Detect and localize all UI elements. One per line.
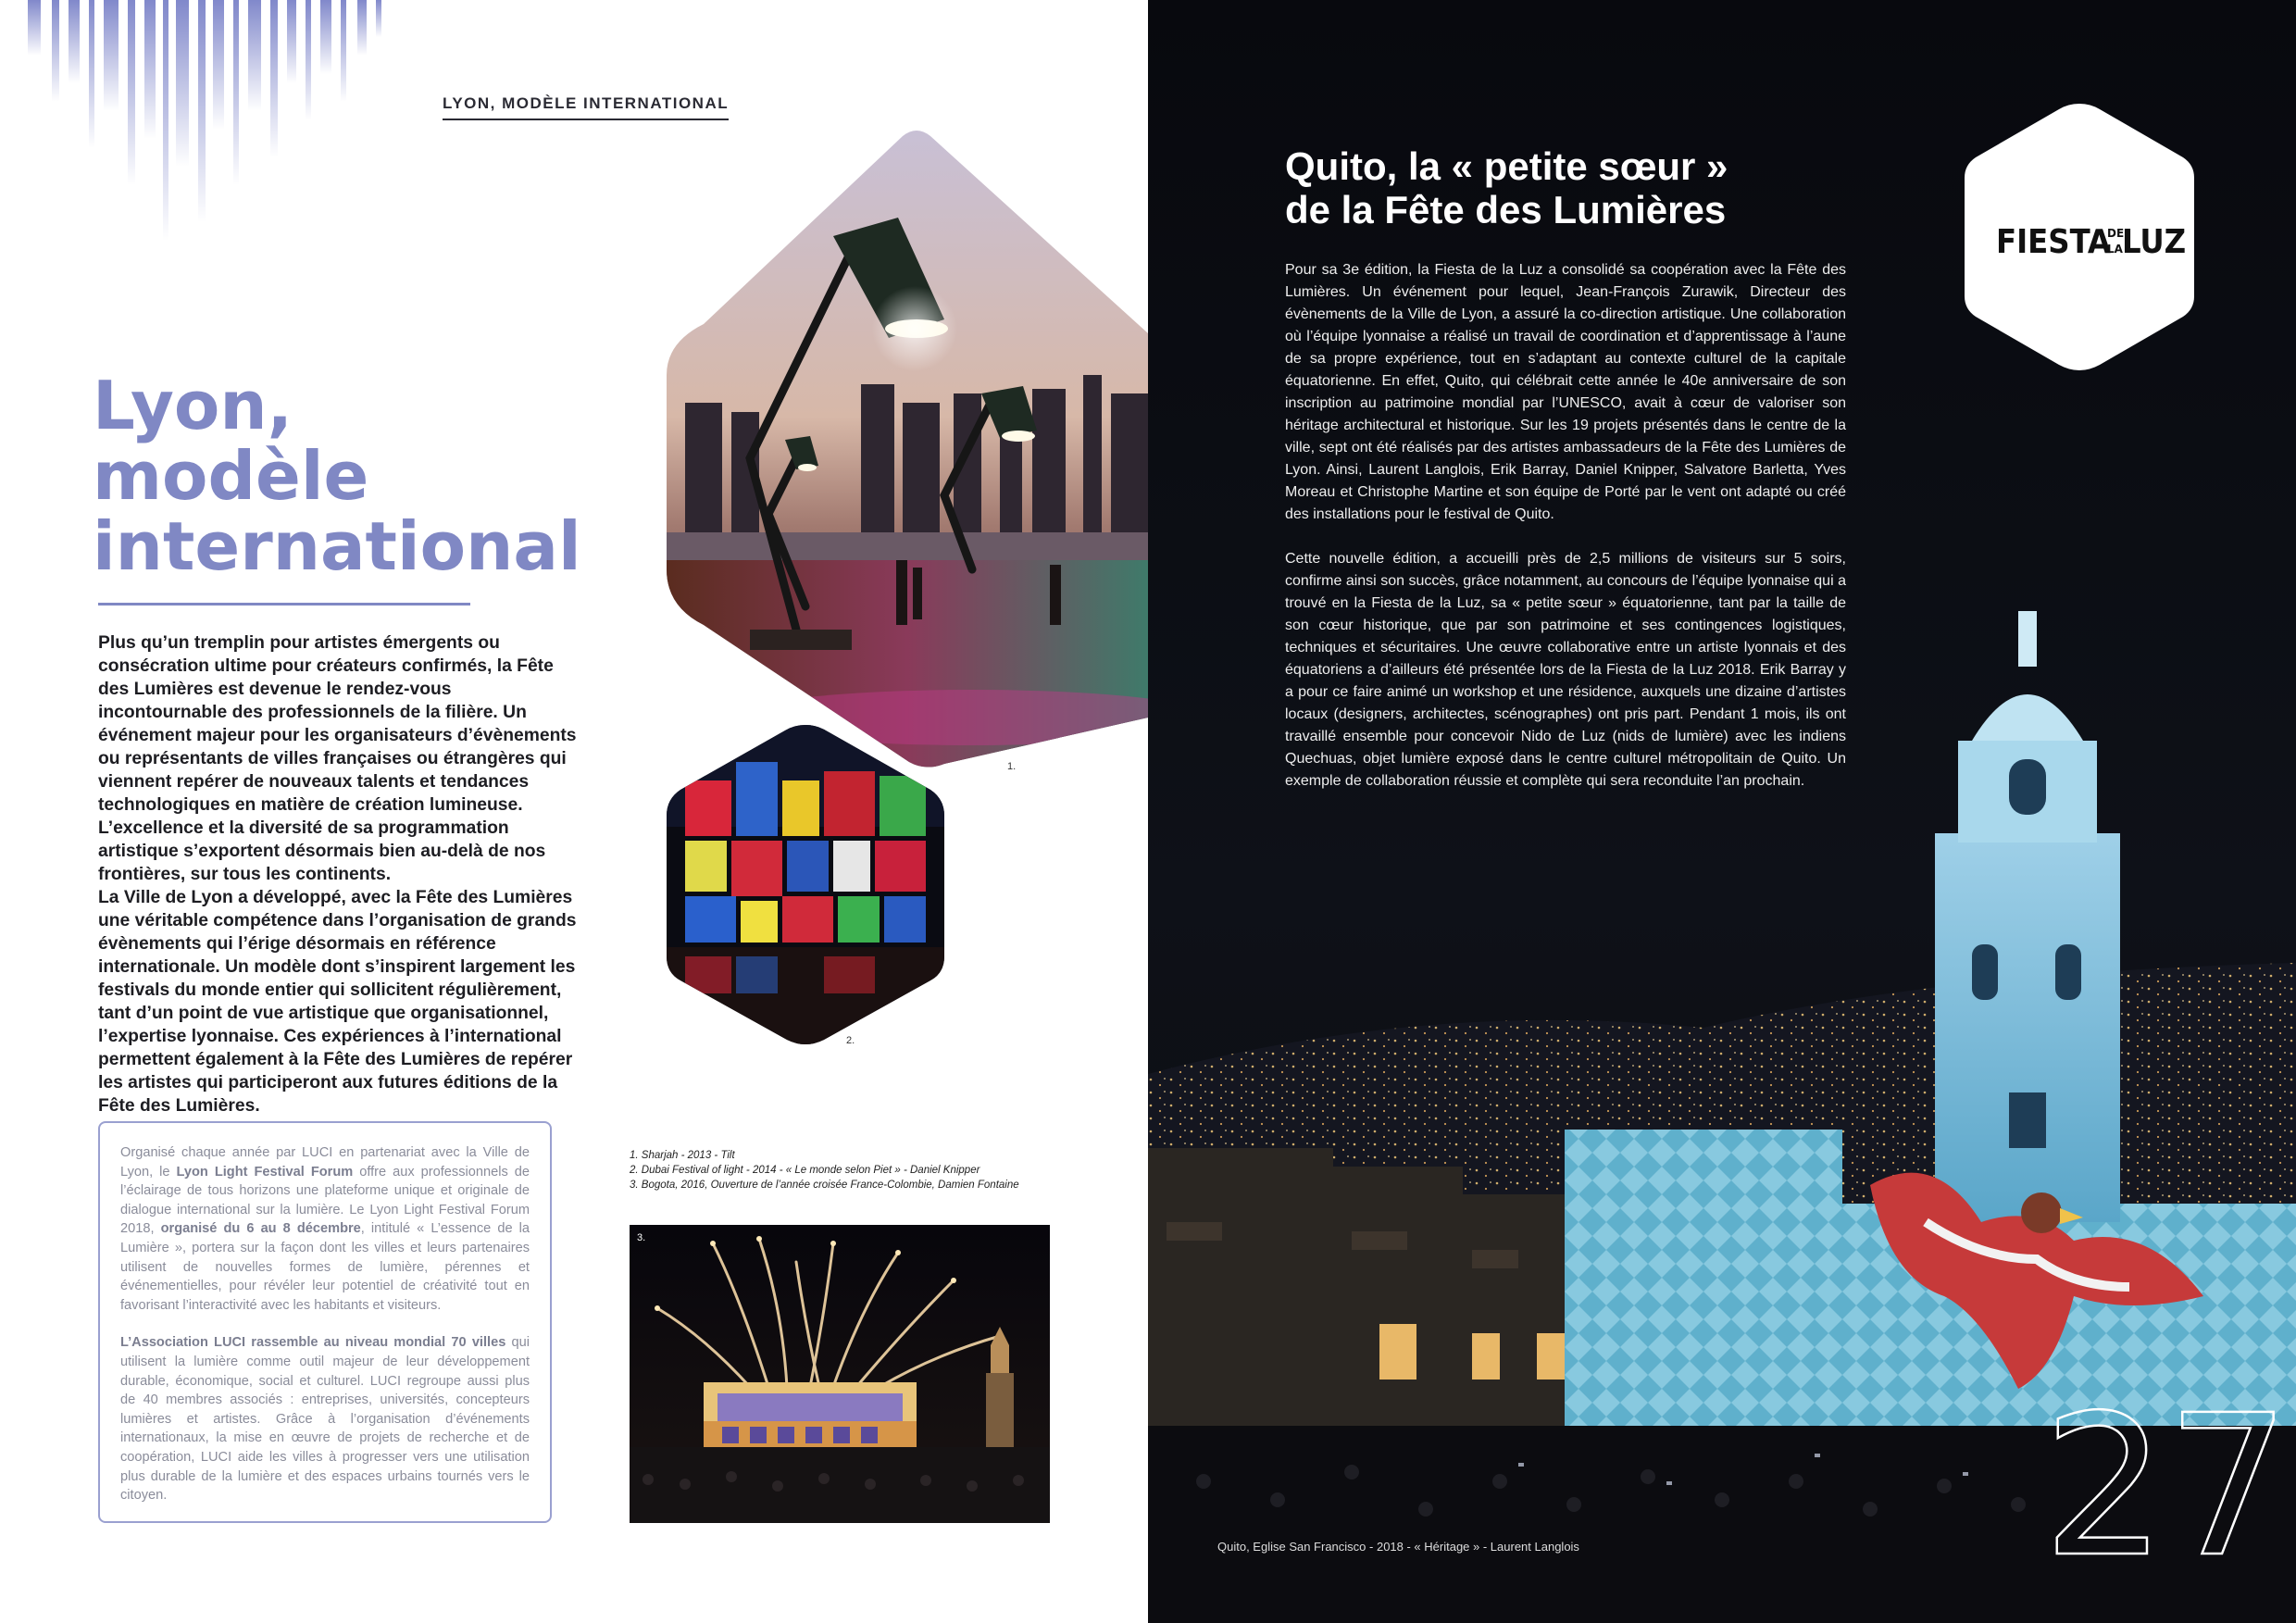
page-number xyxy=(2042,1368,2290,1600)
quito-title xyxy=(1285,144,1803,231)
title-underline xyxy=(98,603,470,606)
caption-1: 1. Sharjah - 2013 - Tilt xyxy=(630,1150,735,1161)
luci-paragraph-association: L’Association LUCI rassemble au niveau mondial 70 villes qui utilisent la lumière comme outil majeur de leur développement durable, économique, social et culturel. LUCI regroupe aussi plus de 40 membres associés : entreprises, universités, concepteurs lumières et artistes. Grâce à l’organisation d’événements internationaux, la mise en œuvre de projets de recherche et de coopération, LUCI aide les villes à progresser vers une utilisation plus durable de la lumière et des espaces urbains tournés vers le citoyen. xyxy=(120,1335,530,1504)
photo-captions xyxy=(630,1148,1055,1192)
photo-label-3: 3. xyxy=(637,1232,646,1243)
logo-text-luz: LUZ xyxy=(2122,223,2187,261)
quito-paragraph: Cette nouvelle édition, a accueilli près de 2,5 millions de visiteurs sur 5 soirs, confirme ainsi son succès, grâce notamment, au concours de l’équipe lyonnaise qui a trouvé en la Fiesta de la Luz, sa « petite sœur » équatorienne, tant par la taille de son cœur historique, que par son patrimoine et ses contingences logistiques, techniques et sécuritaires. Une œuvre collaborative entre un artiste lyonnais et des équatoriens a d’ailleurs été présentée lors de la Fiesta de la Luz 2018. Erik Barray y a pour ce faire animé un workshop et une résidence, auxquels une dizaine d’artistes locaux (designers, architectes, scénographes) ont pris part. Pendant 1 mois, ils ont travaillé ensemble pour concevoir Nido de Luz (nids de lumière) avec les indiens Quechuas, objet lumière exposé dans le centre culturel métropolitain de Quito. Un exemple de collaboration réussie et complète qui sera reconduite l’an prochain. xyxy=(1285,551,1846,789)
photo-label-2: 2. xyxy=(846,1035,855,1046)
quito-photo-caption: Quito, Eglise San Francisco - 2018 - « Héritage » - Laurent Langlois xyxy=(1217,1540,1579,1554)
intro-paragraph: La Ville de Lyon a développé, avec la Fête des Lumières une véritable compétence dans l’organisation de grands évènements qui l’érige désormais en référence internationale. Un modèle dont s’inspirent largement les festivals du monde entier qui sollicitent régulièrement, tant d’un point de vue artistique que organisationnel, l’expertise lyonnaise. Ces expériences à l’international permettent également à la Fête des Lumières de repérer les artistes qui participeront aux futures éditions de la Fête des Lumières. xyxy=(98,888,577,1116)
logo-text-la: LA xyxy=(2107,243,2123,256)
quito-title-line: Quito, la « petite sœur » xyxy=(1285,144,1728,188)
quito-title-line: de la Fête des Lumières xyxy=(1285,188,1727,231)
caption-2: 2. Dubai Festival of light - 2014 - « Le monde selon Piet » - Daniel Knipper xyxy=(630,1165,980,1176)
luci-paragraph-forum: Organisé chaque année par LUCI en partenariat avec la Ville de Lyon, le Lyon Light Festival Forum offre aux professionnels de l’éclairage de tous horizons une plateforme unique et originale de dialogue international sur la lumière. Le Lyon Light Festival Forum 2018, organisé du 6 au 8 décembre, intitulé « L’essence de la Lumière », portera sur la façon dont les villes et leurs partenaires utilisent de nouvelles formes de lumière, pérennes et événementielles, pour révéler leur potentiel de créativité tout en favorisant l’interactivité avec les habitants et visiteurs. xyxy=(120,1145,530,1313)
right-page xyxy=(1148,0,2296,1623)
decorative-light-bars xyxy=(28,0,546,278)
title-line: modèle xyxy=(93,437,369,515)
page-number-text: 27 xyxy=(2042,1373,2290,1600)
quito-paragraph: Pour sa 3e édition, la Fiesta de la Luz a consolidé sa coopération avec la Fête des Lumières. Un événement pour lequel, Jean-François Zurawik, Directeur des évènements de la Ville de Lyon, a assuré la co-direction artistique. Une collaboration où l’équipe lyonnaise a réalisé un travail de coordination et d’apprentissage à l’aune de sa propre expérience, tout en s’adaptant au contexte culturel de la capitale équatorienne. En effet, Quito, qui célébrait cette année le 40e anniversaire de son inscription au patrimoine mondial par l’UNESCO, avait à cœur de valoriser son héritage architectural et historique. Sur les 19 projets présentés dans le centre de la ville, sept ont été réalisés par des artistes ambassadeurs de la Fête des Lumières de Lyon. Ainsi, Laurent Langlois, Erik Barray, Daniel Knipper, Salvatore Barletta, Yves Moreau et Christophe Martine et son équipe de Porté par le vent ont adapté ou créé des installations pour le festival de Quito. xyxy=(1285,262,1846,522)
logo-text-fiesta: FIESTA xyxy=(1996,223,2111,261)
caption-3: 3. Bogota, 2016, Ouverture de l’année croisée France-Colombie, Damien Fontaine xyxy=(630,1180,1019,1191)
photo-sharjah-lamps xyxy=(667,125,1148,773)
quito-body-text xyxy=(1285,259,1846,815)
title-line: international xyxy=(93,507,581,585)
page-title xyxy=(93,367,611,585)
photo-bogota-fireworks xyxy=(630,1225,1050,1523)
intro-paragraph: Plus qu’un tremplin pour artistes émergents ou consécration ultime pour créateurs confirmés, la Fête des Lumières est devenue le rendez-vous incontournable des professionnels de la filière. Un événement majeur pour les organisateurs d’évènements ou représentants de villes françaises ou étrangères qui viennent repérer de nouveaux talents et tendances technologiques en matière de création lumineuse. L’excellence et la diversité de sa programmation artistique s’exportent désormais bien au-delà de nos frontières, sur tous les continents. xyxy=(98,633,577,884)
intro-text xyxy=(98,631,580,1117)
fiesta-de-la-luz-logo xyxy=(1961,100,2198,374)
photo-dubai-facade xyxy=(667,725,944,1044)
luci-info-box xyxy=(98,1121,552,1523)
photo-label-1: 1. xyxy=(1007,761,1017,772)
logo-text-de: DE xyxy=(2107,227,2125,240)
running-head: LYON, MODÈLE INTERNATIONAL xyxy=(443,94,729,120)
fireworks-image xyxy=(630,1225,1050,1523)
title-line: Lyon, xyxy=(93,367,293,444)
